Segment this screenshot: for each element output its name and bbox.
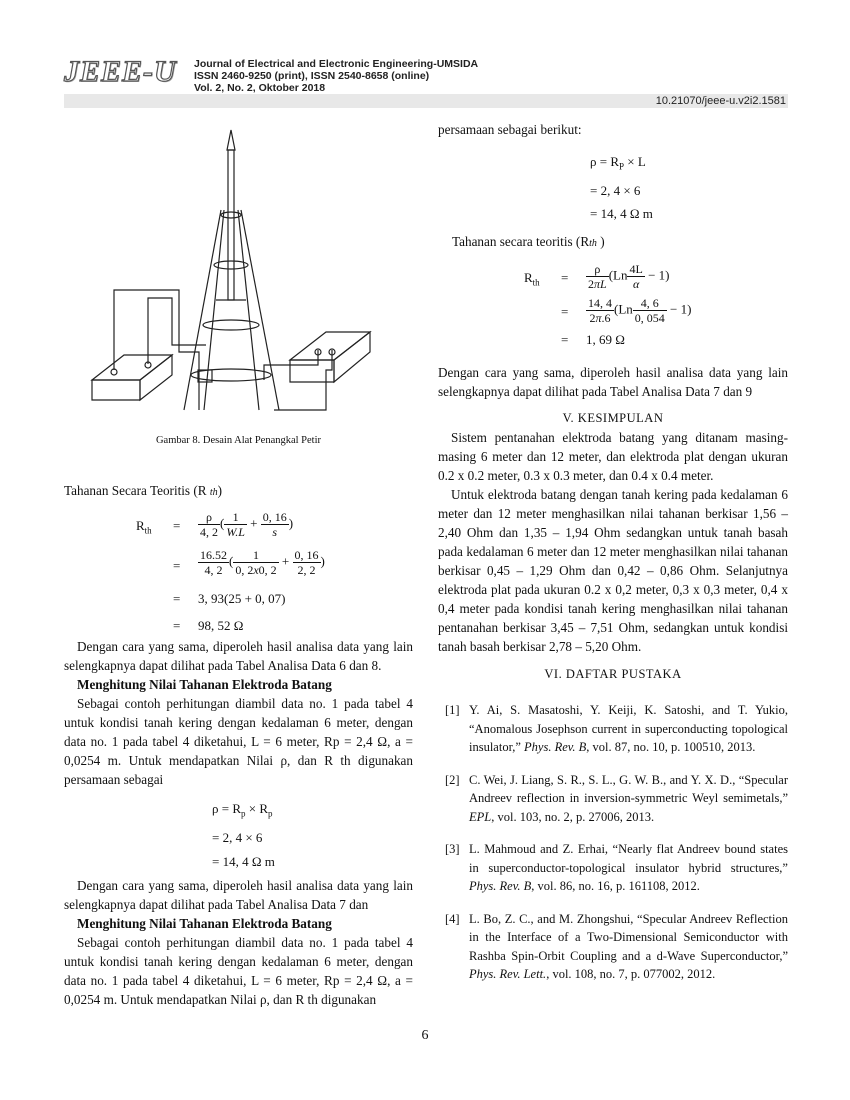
- subheading: Menghitung Nilai Tahanan Elektroda Batang: [77, 916, 332, 931]
- rho-equation-right: $\rho = R_P \times L$ = 2, 4 × 6 = 14, 4 Ω m: [590, 154, 653, 221]
- subheading: Menghitung Nilai Tahanan Elektroda Batang: [77, 677, 332, 692]
- journal-logo: JEEE-U: [64, 55, 177, 88]
- journal-issn: ISSN 2460-9250 (print), ISSN 2540-8658 (online): [194, 70, 430, 82]
- paragraph: Dengan cara yang sama, diperoleh hasil analisa data yang lain selengkapnya dapat dilihat pada Tabel Analisa Data 7 dan: [64, 878, 413, 912]
- paragraph: Dengan cara yang sama, diperoleh hasil analisa data yang lain selengkapnya dapat dilihat pada Tabel Analisa Data 6 dan 8.: [64, 639, 413, 673]
- paragraph: Dengan cara yang sama, diperoleh hasil analisa data yang lain selengkapnya dapat dilihat pada Tabel Analisa Data 7 dan 9: [438, 365, 788, 399]
- paragraph: Sistem pentanahan elektroda batang yang ditanam masing-masing 6 meter dan 12 meter, dan elektroda plat dengan ukuran 0.2 x 0.2 meter, 0.3 x 0.3 meter, dan 0.4 x 0.4 meter.: [438, 430, 788, 483]
- reference-item: [1] Y. Ai, S. Masatoshi, Y. Keiji, K. Satoshi, and T. Yukio, “Anomalous Josephson current in superconducting topological insulator,” Phys. Rev. B, vol. 87, no. 10, p. 100510, 2013.: [445, 703, 788, 754]
- paragraph: Untuk elektroda batang dengan tanah kering pada kedalaman 6 meter dan 12 meter menghasilkan nilai tahanan berkisar 1,56 – 2,40 Ohm dan 1,35 – 1,94 Ohm sedangkan untuk tanah basah pada kedalaman 6 meter dan 12 meter menghasilkan nilai tahanan berkisar 0,45 – 1,29 Ohm dan 0,42 – 0,86 Ohm. Selanjutnya elektroda plat pada ukuran 0.2 x 0,2 meter, 0,3 x 0,3 meter, 0,4 x 0,4 meter pada kondisi tanah kering menghasilkan nilai tahanan pentanahan berkisar 3,45 – 7,51 Ohm, sedangkan untuk kondisi tanah basah berkisar 2,78 – 5,20 Ohm.: [438, 487, 788, 654]
- figure-caption: Gambar 8. Desain Alat Penangkal Petir: [155, 435, 322, 446]
- page-number: 6: [421, 1028, 429, 1043]
- journal-info: [194, 58, 478, 94]
- doi-text: 10.21070/jeee-u.v2i2.1581: [655, 95, 786, 107]
- left-body-2: [64, 876, 413, 1009]
- reference-item: [4] L. Bo, Z. C., and M. Zhongshui, “Specular Andreev Reflection in the Interface of a Two-Dimensional Semiconductor with Rashba Spin-Orbit Coupling and a d-Wave Superconductor,” Phys. Rev. Lett., vol. 108, no. 7, p. 077002, 2012.: [445, 911, 788, 981]
- reference-list: [438, 701, 788, 984]
- right-body: [438, 363, 788, 998]
- rho-equation-left: $\rho = R_p \times R_p$ = 2, 4 × 6 = 14, 4 Ω m: [212, 801, 275, 869]
- left-body: [64, 637, 413, 789]
- reference-item: [2] C. Wei, J. Liang, S. R., S. L., G. W. B., and Y. X. D., “Specular Andreev reflection in inversion-symmetric Weyl semimetals,” EPL, vol. 103, no. 2, p. 27006, 2013.: [445, 772, 788, 824]
- doi-bar: [64, 94, 788, 108]
- journal-volume: Vol. 2, No. 2, Oktober 2018: [194, 82, 326, 94]
- lightning-rod-figure: [64, 120, 413, 420]
- right-intro: persamaan sebagai berikut:: [438, 122, 582, 137]
- journal-name: Journal of Electrical and Electronic Engineering-UMSIDA: [194, 58, 479, 70]
- section-heading-conclusion: V. KESIMPULAN: [562, 411, 664, 425]
- right-theory-heading: Tahanan secara teoritis (Rth ): [452, 234, 605, 249]
- paragraph: Sebagai contoh perhitungan diambil data no. 1 pada tabel 4 untuk kondisi tanah kering dengan kedalaman 6 meter, dengan data no. 1 pada tabel 4 diketahui, L = 6 meter, Rp = 2,4 Ω, a = 0,0254 m. Untuk mendapatkan Nilai ρ, dan R th digunakan: [64, 935, 413, 1007]
- paragraph: Sebagai contoh perhitungan diambil data no. 1 pada tabel 4 untuk kondisi tanah kering dengan kedalaman 6 meter, dengan data no. 1 pada tabel 4 diketahui, L = 6 meter, Rp = 2,4 Ω, a = 0,0254 m. Untuk mendapatkan Nilai ρ, dan R th digunakan persamaan sebagai: [64, 696, 413, 787]
- reference-item: [3] L. Mahmoud and Z. Erhai, “Nearly flat Andreev bound states in superconductor-topological insulator hybrid structures,” Phys. Rev. B, vol. 86, no. 16, p. 161108, 2012.: [445, 842, 788, 893]
- section-heading-references: VI. DAFTAR PUSTAKA: [544, 667, 682, 681]
- left-theory-heading: Tahanan Secara Teoritis (R th): [64, 483, 223, 498]
